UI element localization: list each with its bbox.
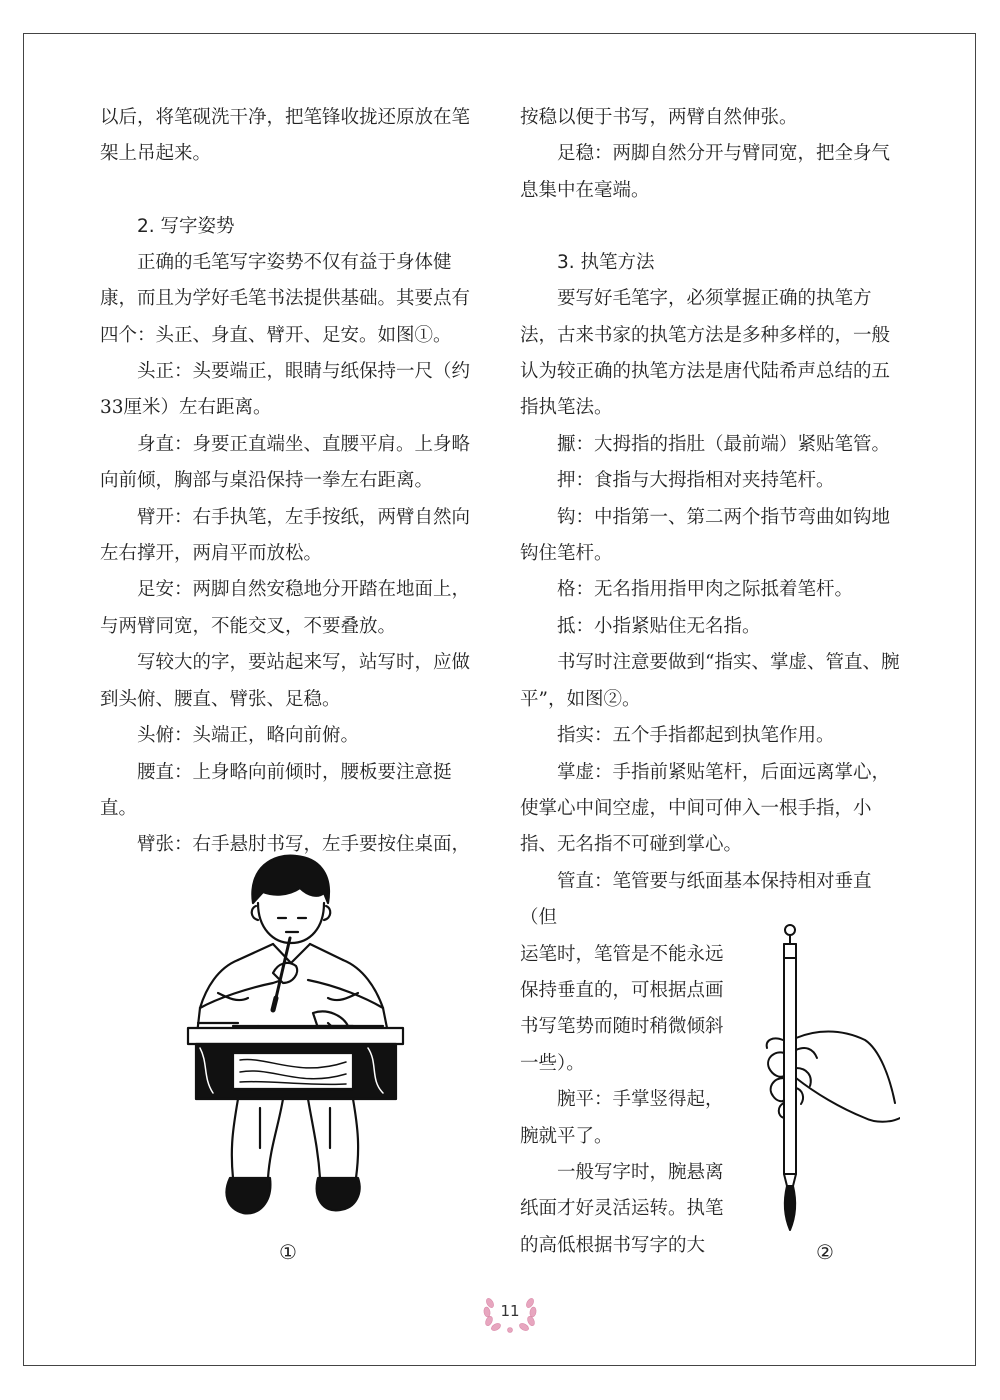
figure-1-label: ①	[279, 1240, 297, 1264]
paragraph: 头正：头要端正，眼睛与纸保持一尺（约33厘米）左右距离。	[100, 361, 471, 419]
seated-writing-posture-illustration	[178, 848, 408, 1228]
paragraph: 以后，将笔砚洗干净，把笔锋收拢还原放在笔架上吊起来。	[100, 107, 471, 165]
paragraph: 擫：大拇指的指肚（最前端）紧贴笔管。	[557, 433, 891, 455]
paragraph: 运笔时，笔管是不能永远保持垂直的，可根据点画书写笔势而随时稍微倾斜一些）。	[520, 943, 724, 1074]
left-column	[100, 100, 480, 864]
page-number-badge	[480, 1293, 540, 1333]
paragraph: 一般写字时，腕悬离纸面才好灵活运转。执笔的高低根据书写字的大	[520, 1161, 724, 1256]
paragraph: 腰直：上身略向前倾时，腰板要注意挺直。	[100, 761, 452, 819]
paragraph: 头俯：头端正，略向前俯。	[137, 725, 360, 747]
paragraph: 足稳：两脚自然分开与臂同宽，把全身气息集中在毫端。	[520, 143, 891, 201]
brush-holding-hand-illustration	[755, 918, 900, 1238]
paragraph: 足安：两脚自然安稳地分开踏在地面上，与两臂同宽，不能交叉，不要叠放。	[100, 579, 471, 637]
paragraph: 腕平：手掌竖得起，腕就平了。	[520, 1089, 724, 1147]
paragraph: 正确的毛笔写字姿势不仅有益于身体健康，而且为学好毛笔书法提供基础。其要点有四个：头正、身直、臂开、足安。如图①。	[100, 251, 471, 346]
paragraph: 要写好毛笔字，必须掌握正确的执笔方法，古来书家的执笔方法是多种多样的，一般认为较正确的执笔方法是唐代陆希声总结的五指执笔法。	[520, 288, 891, 419]
paragraph: 身直：身要正直端坐、直腰平肩。上身略向前倾，胸部与桌沿保持一拳左右距离。	[100, 433, 471, 492]
paragraph: 书写时注意要做到“指实、掌虚、管直、腕平”，如图②。	[520, 652, 900, 710]
section-heading-brush-holding: 3. 执笔方法	[557, 252, 655, 274]
paragraph: 掌虚：手指前紧贴笔杆，后面远离掌心，使掌心中间空虚，中间可伸入一根手指，小指、无名指不可碰到掌心。	[520, 761, 891, 856]
page-number: 11	[500, 1302, 520, 1320]
paragraph: 指实：五个手指都起到执笔作用。	[557, 725, 835, 747]
paragraph: 写较大的字，要站起来写，站写时，应做到头俯、腰直、臂张、足稳。	[100, 652, 471, 710]
figure-2-label: ②	[816, 1240, 834, 1264]
section-heading-writing-posture: 2. 写字姿势	[137, 215, 235, 237]
paragraph: 按稳以便于书写，两臂自然伸张。	[520, 107, 798, 128]
paragraph: 臂开：右手执笔，左手按纸，两臂自然向左右撑开，两肩平而放松。	[100, 506, 471, 565]
paragraph: 格：无名指用指甲肉之际抵着笔杆。	[557, 579, 854, 601]
paragraph: 钩：中指第一、第二两个指节弯曲如钩地钩住笔杆。	[520, 506, 891, 565]
paragraph: 押：食指与大拇指相对夹持笔杆。	[557, 470, 835, 492]
paragraph: 抵：小指紧贴住无名指。	[557, 615, 761, 637]
paragraph: 臂张：右手悬肘书写，左手要按住桌面，	[137, 834, 471, 856]
paragraph: 管直：笔管要与纸面基本保持相对垂直（但	[520, 870, 872, 929]
